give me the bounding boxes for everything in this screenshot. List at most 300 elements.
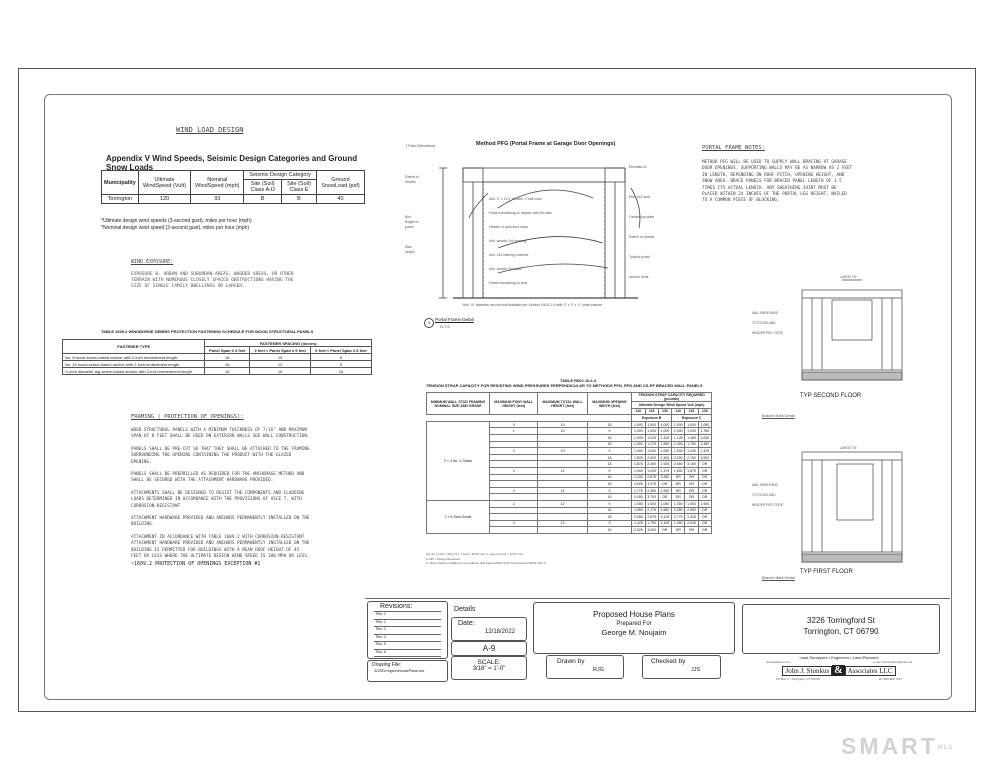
svg-text:panel: panel — [405, 225, 414, 229]
strap-cell: 1,000 — [632, 500, 645, 507]
company-tagline: Land Surveyors • Engineers • Land Planners — [799, 655, 879, 660]
svg-text:HEADER PER CODE: HEADER PER CODE — [752, 503, 783, 507]
strap-col-opening: MAXIMUM OPENING WIDTH (feet) — [587, 393, 632, 415]
strap-speed: 110 — [672, 408, 685, 415]
strap-cell: 2,950 — [685, 507, 698, 514]
project-title: Proposed House Plans — [593, 610, 675, 619]
strap-table-body — [427, 421, 712, 533]
table-row — [102, 195, 365, 204]
svg-text:Header to jack stud strap: Header to jack stud strap — [489, 225, 528, 229]
table-row — [63, 361, 372, 368]
strap-cell: 1,000 — [658, 448, 671, 455]
drawn-by-label: Drawn by — [557, 658, 585, 665]
strap-cell — [538, 434, 587, 441]
strap-cell: DR — [698, 527, 711, 534]
strap-cell: DR — [698, 461, 711, 468]
strap-col-capacity: TENSION STRAP CAPACITY REQUIRED (pounds) — [632, 393, 712, 402]
company-ampersand: & — [834, 665, 843, 676]
strap-cell: 3,150 — [685, 461, 698, 468]
header-ultimate: Ultimate WindSpeed (Vult) — [138, 171, 190, 195]
strap-cell: 9 — [587, 448, 632, 455]
strap-cell: 2,200 — [672, 454, 685, 461]
typ-first-floor-label: TYP FIRST FLOOR — [800, 569, 853, 575]
strap-cell: 1,325 — [658, 434, 671, 441]
watermark-suffix: MLS — [937, 744, 954, 751]
revision-row: Rev. 5 — [374, 641, 441, 649]
drawing-file-name: 3226TorringfordHousePlans.vwx — [374, 669, 425, 673]
svg-text:length of: length of — [405, 220, 419, 224]
wind-exposure-heading: WIND EXPOSURE: — [131, 259, 174, 265]
strap-cell: 1,000 — [672, 428, 685, 435]
debris-value: 8 — [311, 354, 372, 361]
checked-by-box — [642, 655, 721, 679]
wind-table-title: Appendix V Wind Speeds, Seismic Design Categories and Ground Snow Loads — [106, 154, 358, 172]
svg-text:Typical portal: Typical portal — [629, 255, 650, 259]
debris-value: 16 — [205, 368, 250, 375]
strap-exposure-c: Exposure C — [672, 415, 712, 422]
strap-cell: 1,125 — [672, 434, 685, 441]
strap-cell: 1,550 — [658, 441, 671, 448]
company-contact-row — [754, 660, 924, 664]
strap-cell: 2 — [490, 467, 538, 474]
strap-cell: 2,925 — [658, 461, 671, 468]
revisions-label: Revisions: — [380, 603, 413, 610]
strap-cell: 3,125 — [658, 514, 671, 521]
strap-cell: 2,650 — [672, 461, 685, 468]
strap-cell: 2,000 — [645, 454, 658, 461]
strap-cell: 2 — [490, 500, 538, 507]
wind-speeds-table — [101, 170, 365, 204]
strap-cell: 10 — [538, 421, 587, 428]
svg-text:Max.: Max. — [405, 245, 413, 249]
cell-site-e: B — [282, 195, 317, 204]
strap-cell: 3,000 — [632, 494, 645, 501]
strap-cell: 2 — [490, 448, 538, 455]
strap-table-title-2: TENSION STRAP CAPACITY FOR RESISTING WIND PRESSURES PERPENDICULAR TO METHODS PFH, PFG AND CS-PF BRACED WALL PANELS — [426, 383, 703, 388]
portal-left-note: (Third Elevation) — [406, 143, 436, 148]
strap-cell: DR — [698, 507, 711, 514]
date-label: Date: — [458, 620, 475, 627]
svg-text:NAIL SHEATHING: NAIL SHEATHING — [752, 483, 779, 487]
strap-cell: 2,350 — [672, 507, 685, 514]
strap-cell — [490, 514, 538, 521]
company-tel: tel. 860.283.7797 — [878, 677, 902, 681]
strap-cell: 1,000 — [658, 428, 671, 435]
drawn-by-box — [546, 655, 624, 679]
strap-cell: 2,175 — [645, 507, 658, 514]
strap-cell — [490, 527, 538, 534]
strap-cell: 9 — [587, 500, 632, 507]
strap-cell: 3,500 — [698, 454, 711, 461]
wind-note-1: *Ultimate design wind speeds (3-second gust), miles per hour (mph) — [101, 218, 252, 224]
svg-text:TO STUDS AND: TO STUDS AND — [752, 493, 776, 497]
company-name-1: John J. Stonkus — [782, 666, 832, 676]
strap-cell: DR — [685, 481, 698, 488]
strap-cell: DR — [672, 527, 685, 534]
company-address-row — [754, 677, 924, 681]
strap-cell: 1,050 — [658, 500, 671, 507]
debris-value: 16 — [311, 368, 372, 375]
strap-cell: 3,325 — [685, 514, 698, 521]
scale-value: 3/16" = 1'-0" — [472, 666, 506, 672]
sheet-number: A-9 — [451, 641, 527, 656]
strap-cell: 1,000 — [632, 441, 645, 448]
svg-text:Fasten sheathing to post: Fasten sheathing to post — [489, 281, 528, 285]
svg-text:TO STUDS AND: TO STUDS AND — [752, 321, 776, 325]
strap-cell: 2,050 — [632, 514, 645, 521]
strap-cell: 2,775 — [672, 514, 685, 521]
strap-stud-grade: 2 × 4 No. 2 Grade — [427, 421, 490, 500]
header-seismic: Seismic Design Category — [244, 171, 317, 180]
debris-span-1: Panel Span ≤ 4 feet — [205, 347, 250, 354]
strap-stud-grade: 2 × 6 Stud Grade — [427, 500, 490, 533]
strap-cell: 2,450 — [658, 454, 671, 461]
strap-table-title-1: TABLE R602.10.6.4 — [560, 378, 596, 383]
scale-box — [451, 656, 527, 680]
drawn-by-value: RJG — [593, 667, 604, 673]
wind-note-2: *Nominal design wind speed (3-second gust), miles per hour (mph) — [101, 225, 250, 231]
drawing-file-box — [367, 660, 448, 682]
address-line-1: 3226 Torringford St — [807, 616, 875, 625]
svg-text:Fasten sheathing to header wit: Fasten sheathing to header with 8d nails — [489, 211, 552, 215]
strap-cell: 1,000 — [672, 421, 685, 428]
table-row — [63, 354, 372, 361]
debris-value: 16 — [205, 361, 250, 368]
header-municipality: Municipality — [102, 171, 139, 195]
strap-cell: 1,875 — [685, 467, 698, 474]
strap-cell: 16 — [587, 494, 632, 501]
strap-cell: 12 — [538, 467, 587, 474]
strap-cell: 9 — [587, 487, 632, 494]
strap-cell: 1,475 — [658, 467, 671, 474]
strap-cell — [490, 461, 538, 468]
strap-cell: 16 — [587, 527, 632, 534]
strap-cell: 18 — [587, 441, 632, 448]
strap-cell: 1,000 — [632, 467, 645, 474]
strap-cell — [490, 454, 538, 461]
strap-speed: 130 — [698, 408, 711, 415]
svg-text:LARGE TIE: LARGE TIE — [840, 275, 857, 279]
strap-cell: DR — [658, 494, 671, 501]
strap-cell: 1,000 — [632, 448, 645, 455]
svg-text:LARGE TIE: LARGE TIE — [840, 446, 857, 450]
strap-cell: 12 — [538, 487, 587, 494]
debris-value: 12 — [250, 361, 311, 368]
strap-speed: 130 — [658, 408, 671, 415]
framing-paragraph: ATTACHMENTS SHALL BE DESIGNED TO RESIST THE COMPONENTS AND CLADDING LOADS DETERMINED IN ACCORDANCE WITH THE PROVISIONS OF ASCE 7, WITH CORROSION-RESISTANT — [131, 490, 305, 509]
strap-cell: DR — [672, 481, 685, 488]
strap-cell: 1,000 — [632, 428, 645, 435]
debris-table-title: TABLE 1609.2 WINDBORNE DEBRIS PROTECTION FASTENING SCHEDULE FOR WOOD STRUCTURAL PANELS — [101, 329, 314, 334]
header-site-e: Site (Soil) Class E — [282, 180, 317, 195]
strap-cell: 16 — [587, 474, 632, 481]
strap-cell: 0 — [490, 421, 538, 428]
portal-heading: Method PFG (Portal Frame at Garage Door Openings) — [476, 141, 616, 147]
strap-cell: 10 — [538, 428, 587, 435]
company-addr: PO Box 1 • Torrington, CT 06790 — [776, 677, 820, 681]
debris-fastening-table — [62, 339, 372, 375]
svg-text:Extent of: Extent of — [405, 175, 419, 179]
strap-cell: 1,000 — [672, 448, 685, 455]
strap-cell — [538, 481, 587, 488]
strap-cell: DR — [658, 481, 671, 488]
strap-cell: 1,425 — [632, 520, 645, 527]
prepared-for: Prepared For — [616, 621, 652, 627]
svg-text:NAIL SHEATHING: NAIL SHEATHING — [752, 311, 779, 315]
portal-detail-scale: N.T.S — [440, 324, 450, 329]
strap-cell: 2,650 — [658, 507, 671, 514]
svg-text:Min. double 2x4 framing: Min. double 2x4 framing — [489, 239, 527, 243]
date-box — [451, 617, 527, 641]
strap-cell: 2,400 — [645, 461, 658, 468]
revisions-box — [367, 601, 448, 659]
strap-cell: 1,750 — [698, 428, 711, 435]
strap-col-total: MAXIMUM TOTAL WALL HEIGHT (feet) — [538, 393, 587, 415]
strap-cell: 12 — [538, 500, 587, 507]
strap-cell: 1,000 — [632, 421, 645, 428]
strap-cell — [538, 514, 587, 521]
first-floor-framing-detail — [752, 442, 914, 572]
strap-cell: 1,750 — [645, 520, 658, 527]
strap-cell — [490, 474, 538, 481]
second-floor-framing-detail — [752, 270, 914, 400]
strap-cell: 2,875 — [645, 474, 658, 481]
header-snow: Ground SnowLoad (psf) — [316, 171, 364, 195]
strap-cell: 2,575 — [645, 514, 658, 521]
portal-detail-label: Portal Frame Detail — [435, 317, 474, 322]
checked-by-label: Checked by — [651, 658, 686, 665]
svg-text:Min. 3" x 11¼" header, 2 nail: Min. 3" x 11¼" header, 2 nail rows — [489, 197, 542, 201]
table-row — [427, 421, 712, 428]
debris-col-spacing: FASTENER SPACING (inches) — [205, 340, 372, 347]
framing-exception: ~1609.2 PROTECTION OF OPENINGS EXCEPTION #1 — [131, 560, 261, 567]
svg-text:header: header — [405, 180, 416, 184]
strap-cell: 2,100 — [658, 520, 671, 527]
strap-cell: 1 — [490, 428, 538, 435]
strap-cell — [490, 494, 538, 501]
strap-cell: 1,050 — [698, 421, 711, 428]
svg-text:Fasten top plate: Fasten top plate — [629, 215, 655, 219]
portal-frame-drawing — [403, 148, 665, 308]
address-box — [742, 604, 940, 654]
strap-cell: 3,000 — [645, 527, 658, 534]
scale-label: SCALE: — [477, 659, 501, 666]
date-value: 12/18/2022 — [485, 629, 516, 635]
svg-text:Anchor bolts: Anchor bolts — [629, 275, 649, 279]
company-logo — [754, 655, 924, 683]
strap-cell: 2,350 — [645, 487, 658, 494]
drawing-file-label: Drawing File: — [372, 662, 402, 668]
framing-heading: FRAMING ( PROTECTION OF OPENINGS): — [131, 414, 244, 420]
title-block-divider — [365, 598, 950, 599]
strap-cell: DR — [698, 481, 711, 488]
strap-cell: DR — [698, 467, 711, 474]
strap-cell: DR — [698, 494, 711, 501]
typ-second-floor-label: TYP SECOND FLOOR — [800, 393, 862, 399]
project-box — [533, 602, 735, 654]
strap-footnote: For SI: 1 inch = 25.4 mm, 1 foot = 304.8 mm, 1 mile per hour = 0.447 m/s. — [426, 552, 524, 556]
debris-type: No. 10 wood-screw-based anchor with 2-inch embedment length — [63, 361, 205, 368]
strap-col-stud: MINIMUM WALL STUD FRAMING NOMINAL SIZE AND GRADE — [427, 393, 490, 415]
strap-cell: 2,900 — [658, 487, 671, 494]
strap-cell: DR — [685, 474, 698, 481]
strap-cell: 1,650 — [632, 507, 645, 514]
framing-paragraph: PANELS SHALL BE PRE-CUT SO THAT THEY SHALL BE ATTACHED TO THE FRAMING SURROUNDING THE OPENING CONTAINING THE PRODUCT WITH THE GLAZED OPENING. — [131, 446, 310, 465]
svg-text:Min. ½" diameter anchor bolt i: Min. ½" diameter anchor bolt installed per Section R403.1.6 with 3" x 3" x ¼" plate washer — [463, 303, 603, 307]
debris-col-fastener: FASTENER TYPE — [63, 340, 205, 354]
strap-cell: 2,525 — [685, 520, 698, 527]
cell-snow: 40 — [316, 195, 364, 204]
checked-by-value: JJS — [691, 667, 701, 673]
framing-paragraph: ATTACHMENT IN ACCORDANCE WITH TABLE 1609.2 WITH CORROSION-RESISTANT ATTACHMENT HARDWARE PROVIDED AND ANCHORS PERMANENTLY INSTALLED ON THE BUILDING IS PERMITTED FOR BUILDINGS WITH A MEAN ROOF HEIGHT OF 45 FEET OR LESS WHERE THE ULTIMATE DESIGN WIND SPEED IS 180 MPH OR LESS. — [131, 534, 310, 560]
strap-cell: 1,000 — [632, 434, 645, 441]
strap-cell — [490, 434, 538, 441]
strap-col-pony: MAXIMUM PONY WALL HEIGHT (feet) — [490, 393, 538, 415]
strap-cell: 1,750 — [685, 441, 698, 448]
strap-cell: 16 — [587, 434, 632, 441]
address-line-2: Torrington, CT 06790 — [803, 627, 879, 636]
strap-cell: 1,000 — [672, 500, 685, 507]
strap-cell: DR — [672, 474, 685, 481]
strap-cell: 16 — [587, 454, 632, 461]
strap-exposure-b: Exposure B — [632, 415, 672, 422]
strap-cell: 1,450 — [685, 434, 698, 441]
strap-cell: 1,000 — [685, 428, 698, 435]
debris-type: No. 8 wood-screw-based anchor with 2-inch embedment length — [63, 354, 205, 361]
portal-notes-heading: PORTAL FRAME NOTES: — [702, 145, 765, 151]
strap-cell — [538, 527, 587, 534]
header-nominal: Nominal WindSpeed (mph) — [191, 171, 244, 195]
strap-cell: 1,000 — [685, 500, 698, 507]
strap-cell — [538, 454, 587, 461]
strap-footnote: b. Strap shall be installed in accordance with Figure R602.10.6.4 and Section R602.10.6.4. — [426, 561, 547, 565]
strap-cell: 2,750 — [685, 454, 698, 461]
table-row — [63, 368, 372, 375]
strap-cell: 1,875 — [632, 461, 645, 468]
braced-wall-detail-label-2: Braced Wall Detail — [762, 575, 795, 580]
strap-cell: 1,000 — [645, 428, 658, 435]
strap-cell: 9 — [587, 520, 632, 527]
strap-cell: 18 — [587, 461, 632, 468]
svg-text:Min. double 2x4 post: Min. double 2x4 post — [489, 267, 522, 271]
strap-cell: 1,000 — [645, 448, 658, 455]
strap-cell: DR — [685, 527, 698, 534]
strap-cell — [538, 494, 587, 501]
strap-speed: 115 — [685, 408, 698, 415]
strap-cell: 2,200 — [632, 474, 645, 481]
strap-cell: 18 — [587, 421, 632, 428]
strap-cell: DR — [672, 487, 685, 494]
strap-cell: 1,325 — [698, 448, 711, 455]
strap-cell: 1,900 — [698, 500, 711, 507]
svg-text:Elevation A: Elevation A — [629, 165, 647, 169]
cell-ultimate: 120 — [138, 195, 190, 204]
company-name-2: Associates LLC — [845, 666, 896, 676]
strap-cell — [538, 461, 587, 468]
svg-text:Min. 2x4 framing covered: Min. 2x4 framing covered — [489, 253, 529, 257]
smart-mls-watermark — [841, 733, 953, 760]
strap-cell: 1,950 — [672, 520, 685, 527]
strap-cell: 2,625 — [632, 481, 645, 488]
company-name-row — [754, 665, 924, 676]
strap-speed: 115 — [645, 408, 658, 415]
revision-row: Rev. 4 — [374, 634, 441, 642]
details-label: Details — [454, 606, 476, 613]
cell-municipality: Torrington — [102, 195, 139, 204]
strap-cell: DR — [698, 514, 711, 521]
framing-paragraph: ATTACHMENT HARDWARE PROVIDED AND ANCHORS PERMANENTLY INSTALLED ON THE BUILDING. — [131, 516, 310, 528]
portal-notes-text: METHOD PFG WILL BE USED TO SUPPLY WALL BRACING AT GARAGE DOOR OPENINGS. SUPPORTING WALLS MAY BE AS NARROW AS 2 FEET IN LENGTH, DEPENDING ON ROOF PITCH, OPENING HEIGHT, AND SNOW AREA. BRACE PANELS FOR BRACED PANEL LENGTH OF 1.5 TIMES ITS ACTUAL LENGTH. ANY SHEATHING JOINT MUST BE PLACED WITHIN 24 INCHES OF THE PORTAL LEG HEIGHT, NAILED TO A COMMON PIECE OF BLOCKING. — [702, 160, 853, 204]
strap-cell: 1,000 — [685, 421, 698, 428]
strap-cell: 1,000 — [645, 500, 658, 507]
revision-row: Rev. 6 — [374, 649, 441, 657]
strap-cell: 1,025 — [645, 434, 658, 441]
strap-cell: 4 — [490, 520, 538, 527]
svg-text:HEADER PER CODE: HEADER PER CODE — [752, 331, 783, 335]
strap-cell: 1,500 — [672, 467, 685, 474]
debris-type: ¼-inch diameter lag-screw-based anchor with 2-inch embedment length — [63, 368, 205, 375]
strap-cell: DR — [698, 487, 711, 494]
strap-footnote: a. DR = Design Required. — [426, 556, 461, 561]
strap-cell — [538, 474, 587, 481]
strap-cell: 18 — [587, 514, 632, 521]
debris-value: 10 — [250, 354, 311, 361]
strap-cell: 1,000 — [685, 448, 698, 455]
svg-text:Min. 2x4 stud: Min. 2x4 stud — [629, 195, 650, 199]
strap-cell: DR — [698, 520, 711, 527]
framing-text — [131, 428, 311, 567]
table-row — [427, 500, 712, 507]
strap-cell: 2,050 — [698, 434, 711, 441]
company-web: www.jjsassoc.com — [766, 660, 791, 664]
strap-speed-header: Ultimate Design Wind Speed Vult (mph) — [632, 402, 712, 409]
svg-text:Extent of header: Extent of header — [629, 235, 655, 239]
debris-span-3: 6 feet < Panel Span ≤ 8 feet — [311, 347, 372, 354]
strap-cell — [490, 481, 538, 488]
strap-cell: 1,000 — [658, 421, 671, 428]
client-name: George M. Noujaim — [601, 628, 667, 637]
strap-cell: 3,375 — [645, 481, 658, 488]
debris-value: 16 — [250, 368, 311, 375]
strap-cell — [490, 441, 538, 448]
strap-cell: 2,525 — [632, 527, 645, 534]
strap-cell: 1,525 — [632, 454, 645, 461]
strap-cell: 3,550 — [658, 474, 671, 481]
watermark-text: SMART — [841, 733, 938, 759]
strap-cell: 1,200 — [645, 467, 658, 474]
strap-cell — [538, 441, 587, 448]
svg-text:height: height — [405, 250, 415, 254]
strap-cell: 1,000 — [645, 421, 658, 428]
cell-nominal: 93 — [191, 195, 244, 204]
strap-cell: 1,775 — [632, 487, 645, 494]
strap-cell: DR — [658, 527, 671, 534]
strap-cell: 18 — [587, 481, 632, 488]
strap-speed: 110 — [632, 408, 645, 415]
revision-row: Rev. 1 — [374, 611, 441, 619]
strap-cell — [538, 507, 587, 514]
strap-footnotes — [426, 552, 716, 566]
braced-wall-detail-label-1: Braced Wall Detail — [762, 413, 795, 418]
strap-cell: 9 — [587, 428, 632, 435]
tension-strap-table — [426, 392, 712, 534]
strap-cell — [490, 507, 538, 514]
debris-value: 16 — [205, 354, 250, 361]
wind-exposure-text: EXPOSURE B- URBAN AND SUBURBAN AREAS, WOODED AREAS, OR OTHER TERRAIN WITH NUMEROUS CLOSELY SPACED OBSTRUCTIONS HAVING THE SIZE OF SINGLE FAMILY DWELLINGS OR LARGER. — [131, 272, 294, 289]
framing-paragraph: PANELS SHALL BE PREDRILLED AS REQUIRED FOR THE ANCHORAGE METHOD AND SHALL BE SECURED WITH THE ATTACHMENT HARDWARE PROVIDED. — [131, 472, 305, 484]
strap-cell: 9 — [587, 467, 632, 474]
strap-cell: 3,700 — [645, 494, 658, 501]
